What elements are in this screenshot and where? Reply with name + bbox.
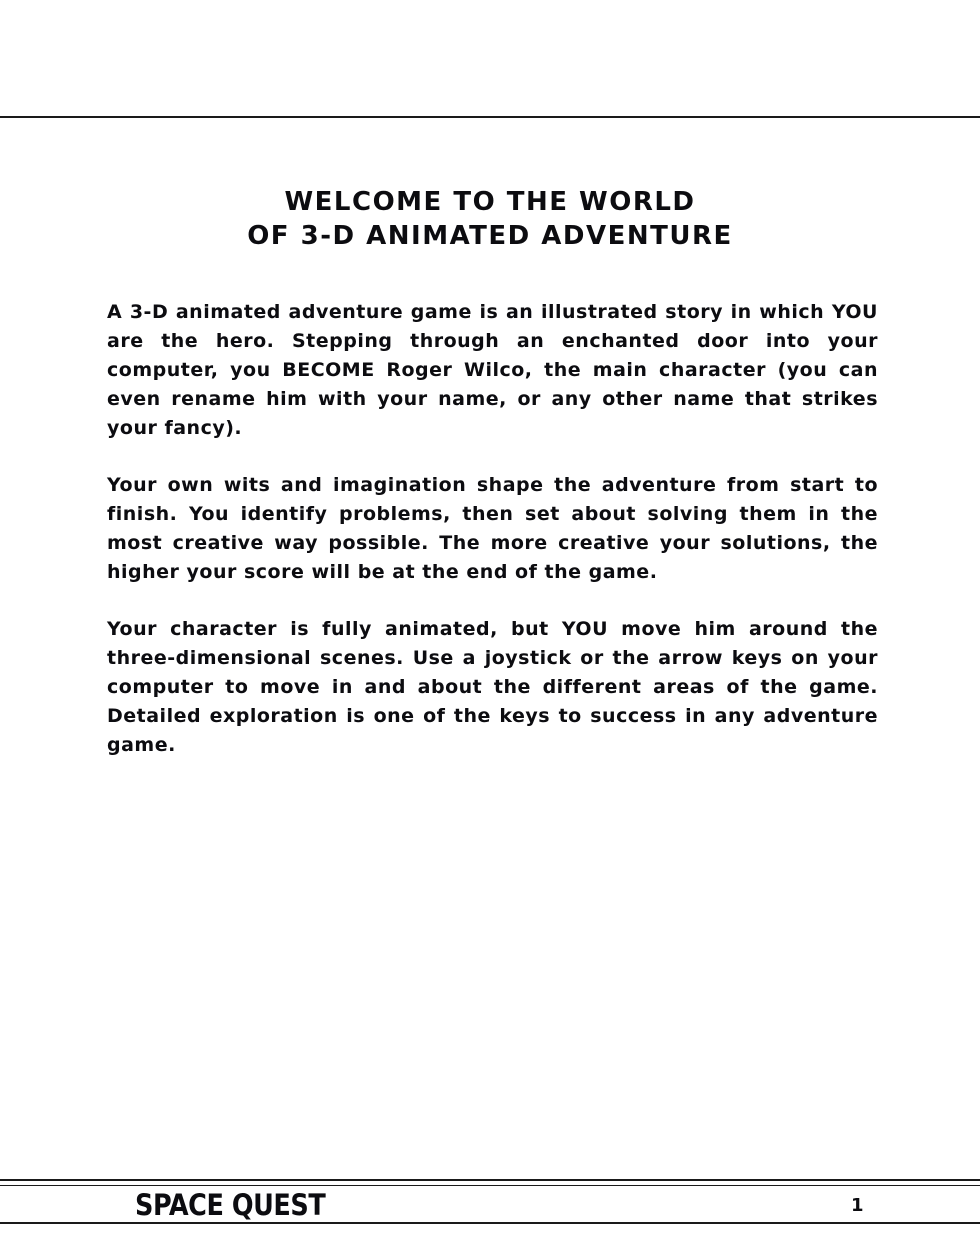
page-number: 1: [851, 1195, 864, 1216]
paragraph-imagination: Your own wits and imagination shape the adventure from start to finish. You identify problems, then set about solving them in the most creative way possible. The more creative your solutions, the higher your score will be at the end of the game.: [107, 474, 878, 583]
footer-rule-top-thin: [0, 1185, 980, 1186]
body-text: [107, 298, 878, 788]
page-title-line-2: OF 3-D ANIMATED ADVENTURE: [247, 221, 733, 251]
footer-game-title: SPACE QUEST: [135, 1188, 326, 1222]
page-title-line-1: WELCOME TO THE WORLD: [284, 187, 696, 217]
paragraph-movement: Your character is fully animated, but YOU move him around the three-dimensional scenes. Use a joystick or the arrow keys on your computer to move in and about the different areas of the game. Detailed exploration is one of the keys to success in any adventure game.: [107, 618, 878, 756]
header-rule: [0, 116, 980, 118]
paragraph-intro: A 3-D animated adventure game is an illustrated story in which YOU are the hero. Stepping through an enchanted door into your computer, you BECOME Roger Wilco, the main character (you can even rename him with your name, or any other name that strikes your fancy).: [107, 301, 878, 439]
page-title: [0, 185, 980, 253]
footer-rule-top: [0, 1179, 980, 1181]
footer-rule-bottom: [0, 1222, 980, 1224]
